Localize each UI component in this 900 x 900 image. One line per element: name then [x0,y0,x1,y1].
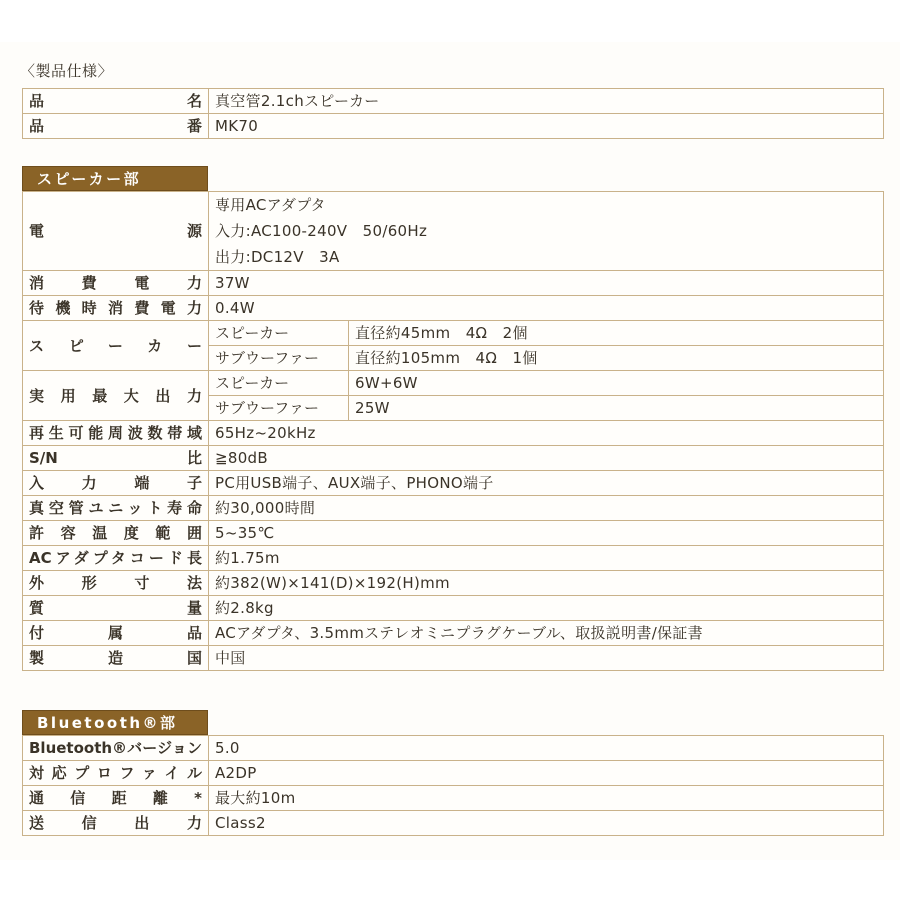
row-label: 待機時消費電力 [23,296,209,321]
row-label: Bluetooth®バージョン [23,736,209,761]
row-label: ACアダプタコード長 [23,546,209,571]
row-label: スピーカー [23,321,209,371]
row-value: 約382(W)×141(D)×192(H)mm [209,571,884,596]
table-row [23,596,884,621]
row-label: 付属品 [23,621,209,646]
speaker-section-header: スピーカー部 [22,166,208,191]
sub-label: スピーカー [209,321,349,346]
table-row [23,471,884,496]
row-label: 真空管ユニット寿命 [23,496,209,521]
table-row [23,321,884,346]
row-label: 許容温度範囲 [23,521,209,546]
table-row [23,371,884,396]
table-row [23,271,884,296]
table-row [23,89,884,114]
table-row [23,761,884,786]
row-label: 通信距離* [23,786,209,811]
row-value: 最大約10m [209,786,884,811]
table-row [23,786,884,811]
table-row [23,571,884,596]
table-row [23,521,884,546]
bluetooth-spec-table [22,735,884,836]
row-label: 再生可能周波数帯域 [23,421,209,446]
row-value: 直径約105mm 4Ω 1個 [349,346,884,371]
row-value: 6W+6W [349,371,884,396]
row-value: Class2 [209,811,884,836]
row-value: 37W [209,271,884,296]
table-row [23,296,884,321]
table-row [23,114,884,139]
power-line: 出力:DC12V 3A [215,248,340,266]
row-value: 65Hz~20kHz [209,421,884,446]
spec-sheet [0,42,900,860]
sub-label: サブウーファー [209,346,349,371]
speaker-spec-table [22,191,884,671]
row-value: 0.4W [209,296,884,321]
row-label: 外形寸法 [23,571,209,596]
spec-heading: 〈製品仕様〉 [20,62,114,80]
row-value: 直径約45mm 4Ω 2個 [349,321,884,346]
row-label: 消費電力 [23,271,209,296]
row-value: MK70 [209,114,884,139]
row-value: 5.0 [209,736,884,761]
row-label: 送信出力 [23,811,209,836]
row-value: 約1.75m [209,546,884,571]
row-label: 実用最大出力 [23,371,209,421]
table-row [23,496,884,521]
table-row [23,421,884,446]
power-lines [209,192,884,271]
row-value: ≧80dB [209,446,884,471]
bluetooth-section-header: Bluetooth®部 [22,710,208,735]
row-value: 25W [349,396,884,421]
row-value: A2DP [209,761,884,786]
row-value: 約30,000時間 [209,496,884,521]
row-value: PC用USB端子、AUX端子、PHONO端子 [209,471,884,496]
row-value: 約2.8kg [209,596,884,621]
table-row [23,446,884,471]
row-label: 品名 [23,89,209,114]
row-label: 品番 [23,114,209,139]
row-value: 5~35℃ [209,521,884,546]
row-value: 中国 [209,646,884,671]
row-label: 電源 [23,192,209,271]
row-label: S/N比 [23,446,209,471]
power-line: 専用ACアダプタ [215,196,326,214]
row-value: 真空管2.1chスピーカー [209,89,884,114]
table-row [23,646,884,671]
table-row [23,546,884,571]
row-value: ACアダプタ、3.5mmステレオミニプラグケーブル、取扱説明書/保証書 [209,621,884,646]
table-row [23,192,884,271]
table-row [23,736,884,761]
product-table [22,88,884,139]
power-line: 入力:AC100-240V 50/60Hz [215,222,428,240]
row-label: 質量 [23,596,209,621]
sub-label: スピーカー [209,371,349,396]
row-label: 対応プロファイル [23,761,209,786]
table-row [23,811,884,836]
sub-label: サブウーファー [209,396,349,421]
row-label: 入力端子 [23,471,209,496]
table-row [23,621,884,646]
row-label: 製造国 [23,646,209,671]
